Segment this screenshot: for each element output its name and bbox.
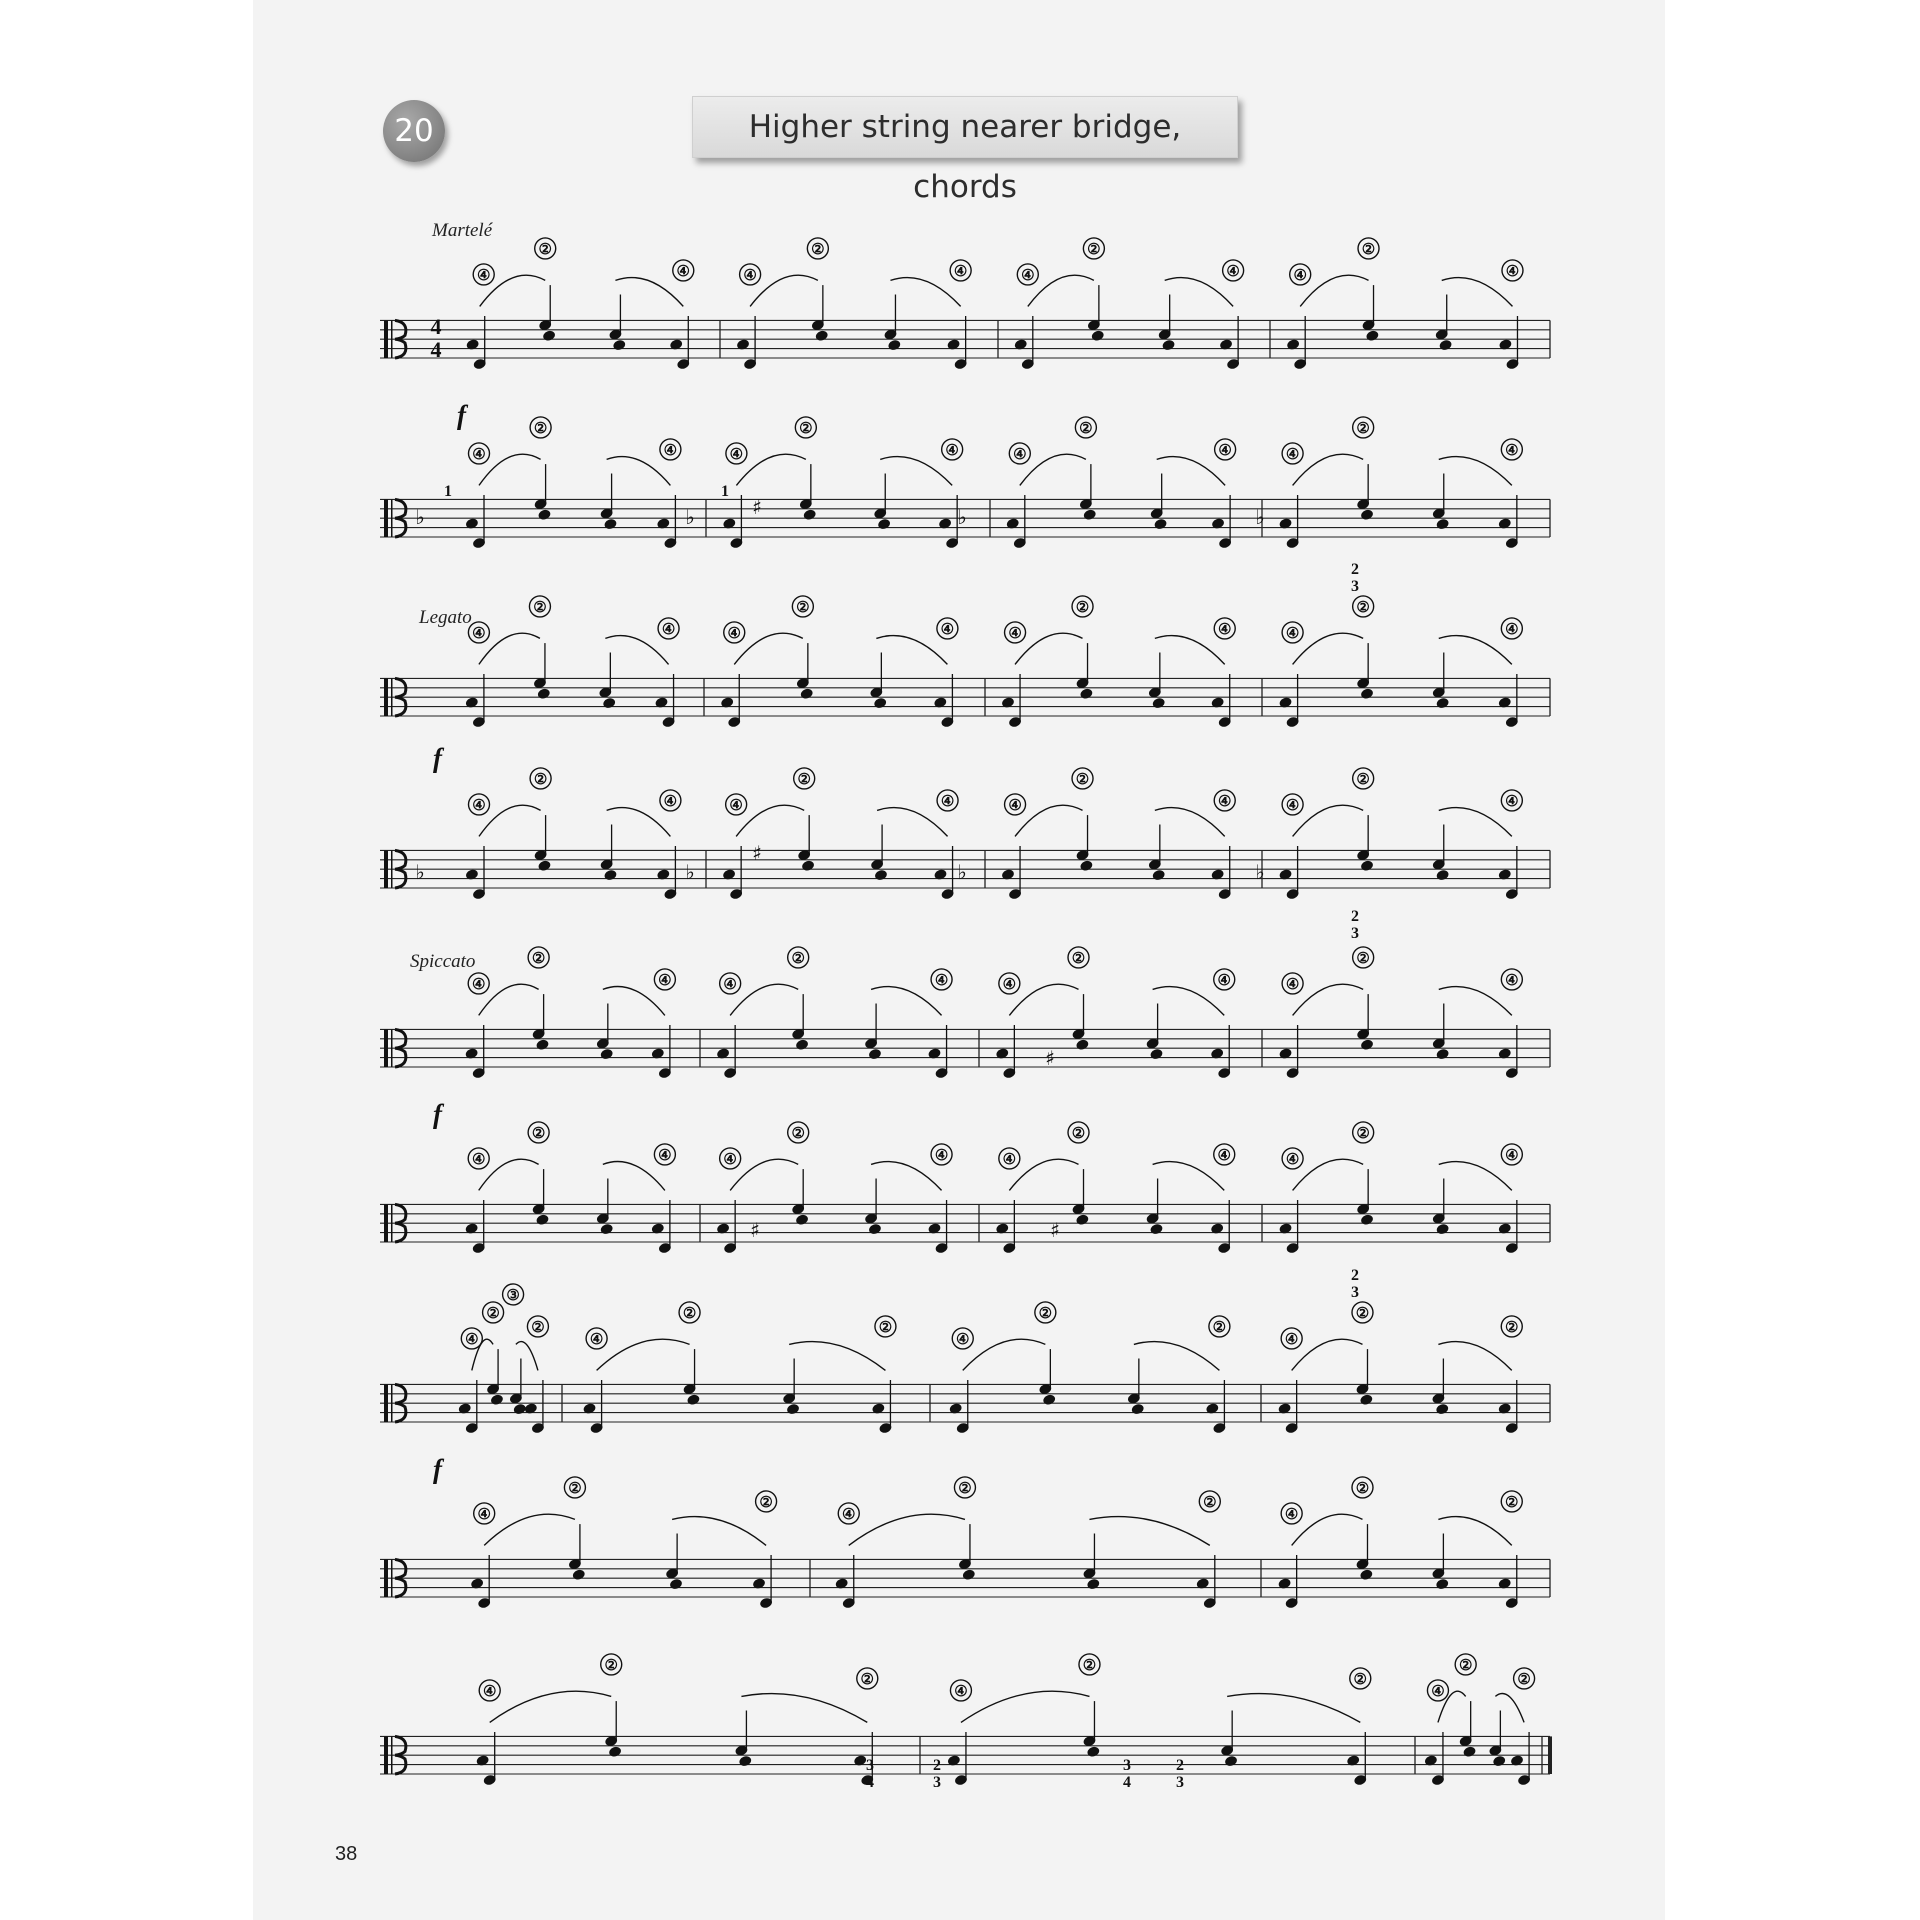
alto-clef-bar — [384, 1029, 388, 1067]
slur — [672, 1517, 766, 1546]
fingering-number: 2 — [1351, 908, 1359, 925]
string-marking-number: ④ — [472, 445, 486, 463]
notehead — [603, 518, 617, 531]
string-marking-number: ② — [1356, 1124, 1370, 1142]
string-marking-number: ② — [797, 770, 811, 788]
notehead — [962, 1568, 976, 1581]
slur — [490, 1691, 612, 1722]
notehead — [1360, 687, 1374, 700]
string-marking-number: ④ — [1285, 975, 1300, 993]
string-marking-number: ② — [1355, 1479, 1370, 1497]
alto-clef-bar — [384, 678, 388, 716]
notehead — [1075, 1213, 1089, 1226]
slur — [1442, 278, 1513, 307]
string-marking-number: ④ — [663, 792, 678, 810]
slur — [1495, 1694, 1524, 1723]
slur — [597, 1339, 690, 1370]
slur — [1293, 454, 1364, 485]
string-marking-number: ④ — [954, 1682, 968, 1700]
staves — [380, 238, 1550, 1791]
slur — [1227, 1694, 1360, 1723]
notehead — [1435, 1578, 1449, 1591]
sharp-accidental: ♯ — [752, 495, 762, 519]
notehead — [1079, 687, 1093, 700]
notehead — [603, 869, 617, 882]
slur — [890, 278, 960, 307]
fingering-number: 3 — [1176, 1774, 1184, 1791]
string-marking-number: ② — [604, 1656, 618, 1674]
slur — [736, 454, 805, 485]
string-marking-number: ② — [759, 1493, 773, 1511]
string-marking-number: ③ — [506, 1286, 520, 1304]
string-marking-number: ④ — [1226, 262, 1240, 280]
string-marking-number: ④ — [743, 266, 757, 284]
flat-accidental: ♭ — [685, 505, 695, 529]
string-marking-number: ② — [1087, 240, 1101, 258]
slur — [789, 1342, 885, 1371]
string-marking-number: ④ — [729, 796, 743, 814]
slur — [1155, 636, 1225, 665]
slur — [1153, 987, 1225, 1016]
string-marking-number: ② — [1071, 949, 1086, 967]
notehead — [1130, 1403, 1144, 1416]
exercise-title: Higher string nearer bridge, chords — [692, 96, 1238, 158]
string-marking-number: ② — [860, 1670, 875, 1688]
slur — [1157, 457, 1225, 486]
fingering-number: 3 — [1123, 1757, 1131, 1774]
slur — [730, 1159, 798, 1190]
string-marking-number: ④ — [589, 1330, 604, 1348]
notehead — [801, 859, 815, 872]
section-label-legato: Legato — [419, 607, 472, 628]
flat-accidental: ♭ — [415, 860, 425, 884]
notehead — [1086, 1578, 1100, 1591]
string-marking-number: ④ — [663, 441, 678, 459]
dynamic-marking: f — [433, 1454, 442, 1484]
fingering-number: 3 — [1351, 925, 1359, 942]
notehead — [1435, 518, 1449, 531]
slur — [1009, 1159, 1078, 1190]
fingering-number: 1 — [444, 483, 452, 500]
notehead — [799, 687, 813, 700]
notehead — [537, 687, 551, 700]
string-marking-number: ② — [1356, 598, 1370, 616]
notehead — [1360, 859, 1374, 872]
slur — [1293, 633, 1364, 664]
string-marking-number: ④ — [729, 445, 744, 463]
notehead — [535, 1038, 549, 1051]
string-marking-number: ④ — [676, 262, 691, 280]
notehead — [686, 1393, 700, 1406]
flat-accidental: ♭ — [957, 860, 967, 884]
flat-accidental: ♭ — [685, 860, 695, 884]
string-marking-number: ④ — [727, 624, 741, 642]
notehead — [1435, 869, 1449, 882]
exercise-number-badge: 20 — [383, 100, 445, 162]
slur — [849, 1514, 965, 1545]
sharp-accidental: ♯ — [1050, 1218, 1060, 1242]
fingering-number: 3 — [866, 1757, 874, 1774]
string-marking-number: ② — [1517, 1670, 1531, 1688]
slur — [1300, 275, 1368, 306]
string-marking-number: ② — [1353, 1670, 1368, 1688]
string-marking-number: ④ — [1505, 1146, 1519, 1164]
string-marking-number: ④ — [1505, 620, 1519, 638]
string-marking-number: ② — [533, 419, 548, 437]
notehead — [513, 1403, 527, 1416]
score-labels — [410, 220, 494, 1484]
alto-clef-bar — [391, 1559, 393, 1597]
string-marking-number: ④ — [1505, 792, 1519, 810]
string-marking-number: ② — [1361, 240, 1376, 258]
string-marking-number: ② — [791, 1124, 805, 1142]
notehead — [599, 1223, 613, 1236]
dynamic-marking: f — [433, 1099, 442, 1129]
fingering-number: 2 — [1351, 1267, 1359, 1284]
alto-clef-bar — [391, 320, 393, 358]
notehead — [599, 1048, 613, 1061]
slur — [1439, 636, 1512, 665]
notehead — [802, 508, 816, 521]
slur — [963, 1339, 1046, 1370]
notehead — [1151, 869, 1165, 882]
string-marking-number: ④ — [1285, 445, 1300, 463]
time-signature-bottom: 4 — [430, 337, 442, 362]
alto-clef-bar — [391, 1204, 393, 1242]
slur — [876, 636, 947, 665]
slur — [1009, 984, 1078, 1015]
string-marking-number: ④ — [1021, 266, 1035, 284]
notehead — [490, 1393, 504, 1406]
notehead — [1359, 1393, 1373, 1406]
alto-clef-bar — [391, 499, 393, 537]
fingering-number: 3 — [1351, 1284, 1359, 1301]
slur — [877, 808, 947, 837]
string-marking-number: ④ — [1008, 624, 1022, 642]
fingering-number: 3 — [933, 1774, 941, 1791]
string-marking-number: ④ — [476, 266, 491, 284]
string-marking-number: ④ — [1002, 975, 1017, 993]
string-marking-number: ② — [1071, 1124, 1086, 1142]
alto-clef-bar — [391, 850, 393, 888]
slur — [1439, 987, 1512, 1016]
string-marking-number: ④ — [1284, 1330, 1299, 1348]
notehead — [1492, 1755, 1506, 1768]
alto-clef-bar — [384, 1559, 388, 1597]
notehead — [535, 1213, 549, 1226]
string-marking-number: ④ — [1217, 620, 1232, 638]
notehead — [1360, 1038, 1374, 1051]
notehead — [1462, 1745, 1476, 1758]
page-number: 38 — [335, 1843, 358, 1865]
slur — [1153, 1162, 1225, 1191]
string-marking-number: ④ — [1285, 624, 1300, 642]
string-marking-number: ④ — [471, 1150, 486, 1168]
slur — [1438, 1517, 1511, 1546]
slur — [1293, 1159, 1364, 1190]
slur — [605, 636, 668, 665]
string-marking-number: ② — [531, 949, 546, 967]
slur — [880, 457, 952, 486]
string-marking-number: ④ — [945, 441, 959, 459]
string-marking-number: ② — [1505, 1318, 1519, 1336]
string-marking-number: ② — [1079, 419, 1093, 437]
fingering-number: 2 — [1176, 1757, 1184, 1774]
string-marking-number: ② — [531, 1124, 546, 1142]
slur — [1438, 1342, 1511, 1371]
notehead — [795, 1213, 809, 1226]
string-marking-number: ② — [533, 770, 548, 788]
string-marking-number: ② — [531, 1318, 545, 1336]
slur — [734, 633, 803, 664]
string-marking-number: ② — [1038, 1304, 1053, 1322]
slur — [607, 457, 671, 486]
sharp-accidental: ♯ — [750, 1218, 760, 1242]
string-marking-number: ④ — [1505, 441, 1519, 459]
slur — [603, 987, 665, 1016]
string-marking-number: ② — [811, 240, 825, 258]
notehead — [795, 1038, 809, 1051]
slur — [1089, 1517, 1209, 1546]
string-marking-number: ④ — [658, 971, 672, 989]
section-label-martele: Martelé — [432, 220, 493, 241]
slur — [1165, 278, 1233, 307]
alto-clef-bar — [384, 320, 388, 358]
notehead — [1086, 1745, 1100, 1758]
fingering-number: 2 — [933, 1757, 941, 1774]
slur — [1292, 1514, 1363, 1545]
string-marking-number: ② — [1082, 1656, 1097, 1674]
notehead — [874, 869, 888, 882]
string-marking-number: ④ — [1505, 971, 1519, 989]
slur — [741, 1694, 867, 1723]
slur — [1293, 805, 1364, 836]
fingering-number: 1 — [721, 483, 729, 500]
notehead — [868, 1048, 882, 1061]
notehead — [1091, 329, 1105, 342]
flat-accidental: ♭ — [957, 505, 967, 529]
fingering-number: 4 — [1123, 1774, 1131, 1791]
notehead — [1435, 697, 1449, 710]
string-marking-number: ④ — [953, 262, 968, 280]
dynamic-marking: f — [457, 400, 466, 430]
slur — [1028, 275, 1094, 306]
fingering-number: 2 — [1351, 561, 1359, 578]
notehead — [1435, 1048, 1449, 1061]
notehead — [1435, 1403, 1449, 1416]
sharp-accidental: ♯ — [752, 841, 762, 865]
string-marking-number: ② — [1212, 1318, 1227, 1336]
notehead — [542, 329, 556, 342]
notehead — [1149, 1048, 1163, 1061]
string-marking-number: ④ — [1218, 441, 1232, 459]
string-marking-number: ④ — [1505, 262, 1520, 280]
alto-clef-bar — [384, 1204, 388, 1242]
slur — [607, 808, 671, 837]
string-marking-number: ④ — [1285, 796, 1300, 814]
string-marking-number: ④ — [1013, 445, 1027, 463]
notehead — [1161, 339, 1175, 352]
slur — [615, 278, 683, 307]
notehead — [572, 1568, 586, 1581]
notehead — [537, 859, 551, 872]
notehead — [1360, 1213, 1374, 1226]
string-marking-number: ④ — [472, 796, 486, 814]
dynamic-marking: f — [433, 743, 442, 773]
string-marking-number: ④ — [723, 975, 737, 993]
string-marking-number: ② — [799, 419, 813, 437]
string-marking-number: ② — [796, 598, 810, 616]
notehead — [608, 1745, 622, 1758]
alto-clef-bar — [384, 1736, 388, 1774]
string-marking-number: ④ — [723, 1150, 737, 1168]
notehead — [738, 1755, 752, 1768]
notehead — [873, 697, 887, 710]
notehead — [1438, 339, 1452, 352]
notehead — [1151, 697, 1165, 710]
slur — [1134, 1342, 1220, 1371]
alto-clef-bar — [384, 499, 388, 537]
notehead — [602, 697, 616, 710]
string-marking-number: ② — [682, 1304, 697, 1322]
notehead — [1435, 1223, 1449, 1236]
string-marking-number: ② — [791, 949, 805, 967]
string-marking-number: ④ — [1217, 1146, 1231, 1164]
slur — [1439, 808, 1512, 837]
string-marking-number: ④ — [1008, 796, 1022, 814]
string-marking-number: ② — [1075, 770, 1090, 788]
string-marking-number: ④ — [934, 971, 949, 989]
flat-accidental: ♭ — [1255, 860, 1265, 884]
string-marking-number: ④ — [940, 792, 955, 810]
string-marking-number: ② — [1356, 419, 1370, 437]
string-marking-number: ④ — [658, 1146, 672, 1164]
string-marking-number: ② — [1356, 770, 1370, 788]
string-marking-number: ④ — [472, 624, 486, 642]
string-marking-number: ② — [1075, 598, 1090, 616]
slur — [1015, 805, 1082, 836]
slur — [1439, 457, 1512, 486]
alto-clef-bar — [391, 1384, 393, 1422]
slur — [1155, 808, 1225, 837]
string-marking-number: ② — [486, 1304, 500, 1322]
string-marking-number: ④ — [1217, 971, 1231, 989]
notehead — [1075, 1038, 1089, 1051]
string-marking-number: ② — [878, 1318, 893, 1336]
slur — [1293, 984, 1364, 1015]
string-marking-number: ② — [1356, 949, 1370, 967]
notehead — [669, 1578, 683, 1591]
string-marking-number: ② — [958, 1479, 972, 1497]
notehead — [1224, 1755, 1238, 1768]
notehead — [1042, 1393, 1056, 1406]
string-marking-number: ④ — [1284, 1505, 1299, 1523]
slur — [871, 987, 941, 1016]
string-marking-number: ② — [538, 240, 552, 258]
notehead — [877, 518, 891, 531]
slur — [1439, 1162, 1512, 1191]
flat-accidental: ♭ — [415, 505, 425, 529]
sharp-accidental: ♯ — [1045, 1046, 1055, 1070]
notehead — [868, 1223, 882, 1236]
string-marking-number: ② — [533, 598, 547, 616]
slur — [961, 1691, 1090, 1722]
string-marking-number: ② — [568, 1479, 582, 1497]
notehead — [1149, 1223, 1163, 1236]
notehead — [1079, 859, 1093, 872]
slur — [484, 1514, 575, 1545]
string-marking-number: ④ — [661, 620, 676, 638]
slur — [750, 275, 818, 306]
slur — [1015, 633, 1082, 664]
notehead — [612, 339, 626, 352]
flat-accidental: ♭ — [1255, 505, 1265, 529]
string-marking-number: ④ — [1217, 792, 1232, 810]
time-signature-top: 4 — [430, 314, 442, 339]
string-marking-number: ④ — [482, 1682, 497, 1700]
string-marking-number: ② — [1505, 1493, 1519, 1511]
notehead — [1153, 518, 1167, 531]
string-marking-number: ④ — [940, 620, 955, 638]
notehead — [537, 508, 551, 521]
string-marking-number: ④ — [1002, 1150, 1017, 1168]
alto-clef-bar — [391, 1736, 393, 1774]
string-marking-number: ④ — [477, 1505, 491, 1523]
string-marking-number: ④ — [934, 1146, 949, 1164]
string-marking-number: ④ — [842, 1505, 856, 1523]
alto-clef-bar — [384, 1384, 388, 1422]
notehead — [1365, 329, 1379, 342]
notehead — [887, 339, 901, 352]
slur — [516, 1342, 538, 1371]
string-marking-number: ② — [1203, 1493, 1217, 1511]
string-marking-number: ④ — [956, 1330, 970, 1348]
slur — [1292, 1339, 1363, 1370]
string-marking-number: ④ — [465, 1330, 479, 1348]
alto-clef-bar — [384, 850, 388, 888]
alto-clef-bar — [391, 1029, 393, 1067]
string-marking-number: ④ — [1431, 1682, 1445, 1700]
string-marking-number: ② — [1355, 1304, 1370, 1322]
notehead — [1359, 1568, 1373, 1581]
string-marking-number: ④ — [471, 975, 486, 993]
slur — [871, 1162, 941, 1191]
notehead — [786, 1403, 800, 1416]
fingering-number: 3 — [1351, 578, 1359, 595]
slur — [603, 1162, 665, 1191]
slur — [1020, 454, 1086, 485]
notehead — [1083, 508, 1097, 521]
slur — [736, 805, 804, 836]
string-marking-number: ② — [1458, 1656, 1473, 1674]
notehead — [815, 329, 829, 342]
notehead — [1360, 508, 1374, 521]
string-marking-number: ④ — [1293, 266, 1307, 284]
alto-clef-bar — [391, 678, 393, 716]
slur — [730, 984, 798, 1015]
fingering-number: 4 — [866, 1774, 874, 1791]
string-marking-number: ④ — [1285, 1150, 1300, 1168]
section-label-spiccato: Spiccato — [410, 951, 476, 972]
